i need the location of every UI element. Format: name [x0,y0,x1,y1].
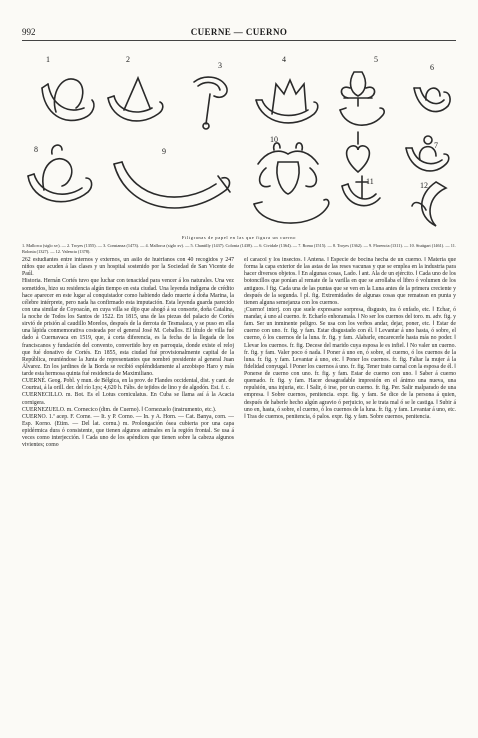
figure-label: 7 [434,141,438,150]
right-column [244,257,456,719]
figure-label: 4 [282,55,286,64]
figure-label: 5 [374,55,378,64]
figure-label: 8 [34,145,38,154]
running-title: CUERNE — CUERNO [190,27,288,37]
watermark-3-horn [194,77,227,129]
watermark-2-horn [108,78,163,121]
entry-cuernecillo: CUERNECILLO. m. Bot. Es el Lotus corniculatus. En Cuba se llama así á la Acacia cornigera. [22,392,234,406]
figure-number-labels [34,55,438,190]
paragraph: 262 estudiantes entre internos y externos, un asilo de huérfanos con 40 recogidos y 247 niños que acuden á las clases y un hospital sostenido por la Sociedad de San Vicente de Paúl. [22,257,234,278]
entry-cuerne: CUERNÉ. Geog. Pobl. y mun. de Bélgica, en la prov. de Flandes occidental, dist. y cant. de Courtrai, á la orill. der. del río Lys; 4,620 h. Fábs. de tejidos de lino y de algodón. Est. f. c. [22,378,234,392]
watermark-11-horn [342,176,380,206]
figure-label: 9 [162,147,166,156]
watermark-figure [22,44,456,232]
watermark-6-horn [414,88,450,112]
watermark-1-horn [42,79,94,121]
watermark-5-fleur-horn [340,72,384,125]
figure-caption: Filigranas de papel en las que figura un cuerno [181,235,297,240]
entry-cuerno: CUERNO. 1.ª acep. F. Corne. — It. y P. Corno. — In. y A. Horn. — Cat. Banya, corn. — Esp. Korno. (Etim. — Del lat. cornu.) m. Prolongación ósea cubierta por una capa epidérmica dura ó consistente, que tienen algunos animales en la región frontal. Se usa á veces como interjección. ‖ Cada uno de los apéndices que tienen sobre la cabeza algunos vivientes; como [22,413,234,449]
watermark-4-horn [256,80,318,123]
page-number: 992 [22,27,36,37]
watermark-drawings [22,44,456,232]
figure-label: 1 [46,55,50,64]
figure-label: 6 [430,63,434,72]
figure-legend: 1. Mallorca (siglo xv). — 2. Troyes (1355). — 3. Constanza (1473). — 4. Mallorca (siglo xv). — 5. Chantilly (1437). Colonia (1438). — 6. Cividale (1364). — 7. Roma (1515). — 8. Troyes (1362). — 9. Florencia (1311). — 10. Stuttgart (1461). — 11. Bolonia (1327). — 12. Valencia (1378). [22,243,456,254]
figure-label: 11 [366,177,374,186]
paragraph: ¡Cuerno! interj. con que suele expresarse sorpresa, disgusto, ira ó enfado, etc. ‖ Echar, ó mandar, á uno al cuerno. fr. Echarlo enhoramala. ‖ No ser los cuernos del toro. m. adv. fig. y fam. Ser un inminente peligro. Se usa con los verbos andar, dejar, poner, etc. ‖ Estar de cuerno con uno. fr. fig. y fam. Estar disgustado con él. ‖ Levantar á uno hasta, ó sobre, el cuerno, ó los cuernos de la luna. fr. fig. y fam. Alabarle, encarecerle hasta más no poder. ‖ Llevar los cuernos. fr. fig. Decese del marido cuya esposa le es infiel. ‖ No valer un cuerno. fr. fig. y fam. Valer poco ó nada. ‖ Poner á uno en, ó sobre, el cuerno, ó los cuernos de la luna. fr. fig. y fam. Levantar á uno, etc. ‖ Poner los cuernos. fr. fig. Faltar la mujer á la fidelidad conyugal. ‖ Poner los cuernos á uno. fr. fig. Tener trato carnal con la esposa de él. ‖ Ponerse de cuerno con uno. fr. fig. y fam. Estar de cuerno con uno. ‖ Saber á cuerno quemado. fr. fig. y fam. Hacer desagradable impresión en el ánimo una nueva, una repulsión, una injuria, etc. ‖ Salir, ó irse, por un cuerno. fr. fig. Per. Salir malparado de una empresa. ‖ Sobre cuernos, penitencia. expr. fig. y fam. Se dice de la persona á quien, después de haberle hecho algún agravio ó perjuicio, se le trata mal ó se le castiga. ‖ Subir á uno en, hasta, ó sobre, el cuerno, ó los cuernos de la luna. fr. fig. y fam. Levantar á uno, etc. ‖ Tras de cuernos, penitencia, ó palos. expr. fig. y fam. Sobre cuernos, penitencia. [244,306,456,420]
header-rule [22,40,456,41]
watermark-9-horn [114,162,230,208]
watermark-7-horn [406,136,449,171]
page-header [22,26,456,38]
watermark-5-heart [347,132,370,172]
entry-cuernezuelo: CUERNEZUELO. m. Cornecico (dim. de Cuerno). ‖ Cornezuelo (instrumento, etc.). [22,406,217,413]
paragraph: Historia. Hernán Cortés tuvo que luchar con tenacidad para vencer á los naturales. Una vez sometidos, hizo su residencia algún tiempo en esta ciudad. Una leyenda indígena de crédito hace aparecer en este lugar al conquistador como habiendo dado muerte á doña Marina, la célebre intérprete, pero nada ha confirmado esta imputación. Esta leyenda guarda parecido con una similar de Coyoacán, en cuya villa se dijo que ahogó á su consorte, doña Catalina, la noche de Todos los Santos de 1522. En 1815, una de las piezas del palacio de Cortés sirvió de prisión al caudillo Morelos, después de la derrota de Tesmalaca, y se puso en ella una lápida conmemorativa costeada por el general José M. Ceballos. El título de villa fué dado á Cuernavaca en 1519, que, á corta diferencia, es la fecha de la llegada de los franciscanos y fundación del convento, convertido hoy en parroquia, donde existe el reloj que fué donativo de Cortés. En 1855, esta ciudad fué provisionalmente capital de la República, reuniéndose la Junta de representantes que nombró presidente al general Juan Álvarez. En los jardines de la Borda se recibió espléndidamente al arzobispo Haro y más tarde esta hermosa quinta fué residencia de Maximiliano. [22,278,234,377]
watermark-10-eagle-horn [254,143,329,223]
watermark-12-horn [412,182,446,226]
figure-label: 12 [420,181,428,190]
figure-label: 10 [270,135,278,144]
figure-label: 3 [218,61,222,70]
paragraph: el caracol y los insectos. ‖ Antena. ‖ Especie de bocina hecha de un cuerno. ‖ Materia que forma la capa exterior de las astas de las reses vacunas y que se emplea en la industria para hacer diversos objetos. ‖ En algunas cosas, Lado. ‖ ant. Ala de un ejército. ‖ Cada uno de los botoncillos que ponían al remate de la varilla en que se arrollaba el libro ó volumen de los antiguos. ‖ fig. Cada una de las puntas que se ven en la Luna antes de la primera creciente y después de la segunda. ‖ pl. fig. Extremidades de algunas cosas que rematean en punta y tienen alguna semejanza con los cuernos. [244,257,456,306]
left-column [22,257,234,719]
figure-label: 2 [126,55,130,64]
